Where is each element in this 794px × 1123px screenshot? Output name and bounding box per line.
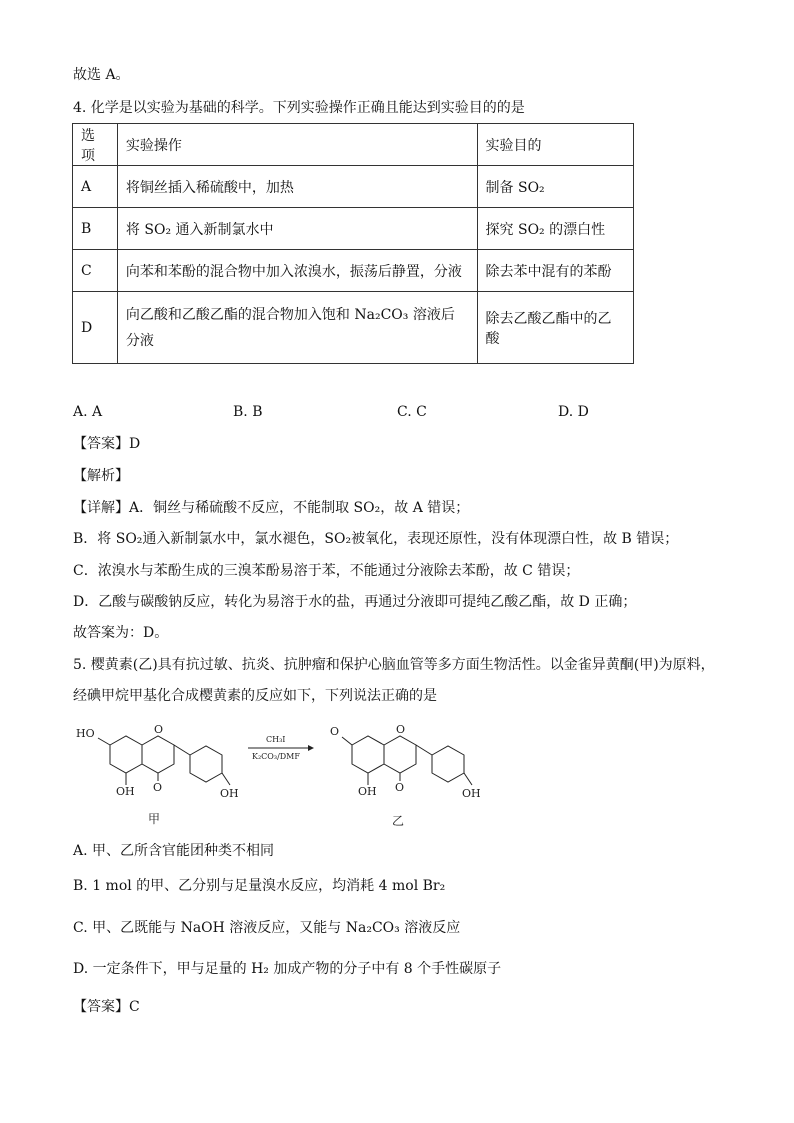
table-header-cell: 选项: [73, 124, 118, 166]
reagent-bottom: K₂CO₃/DMF: [252, 752, 300, 761]
table-row: [73, 292, 634, 364]
prunetin-structure: [342, 736, 472, 785]
q4-conclusion: 故答案为：D。: [73, 625, 169, 641]
oh-label: OH: [358, 785, 377, 798]
table-header-cell: 实验目的: [477, 124, 633, 166]
table-cell: 制备 SO₂: [477, 166, 633, 208]
table-row: [73, 166, 634, 208]
table-cell: 将 SO₂ 通入新制氯水中: [117, 208, 477, 250]
table-cell: A: [73, 166, 118, 208]
table-cell: 探究 SO₂ 的漂白性: [477, 208, 633, 250]
q4-option-b: B. B: [233, 404, 263, 420]
compound-jia-label: 甲: [148, 812, 161, 826]
ring-oxygen-label: O: [154, 723, 164, 736]
ring-oxygen-label: O: [396, 723, 406, 736]
q4-detail-a: 【详解】A．铜丝与稀硫酸不反应，不能制取 SO₂，故 A 错误；: [73, 500, 470, 516]
q5-option-d: D. 一定条件下，甲与足量的 H₂ 加成产物的分子中有 8 个手性碳原子: [73, 961, 502, 977]
table-row: [73, 208, 634, 250]
table-header-row: [73, 124, 634, 166]
q4-detail-b: B．将 SO₂通入新制氯水中，氯水褪色，SO₂被氧化，表现还原性，没有体现漂白性，故 B 错误；: [73, 531, 679, 547]
oh-label: OH: [462, 787, 481, 800]
table-cell: 除去苯中混有的苯酚: [477, 250, 633, 292]
q4-analysis: 【解析】: [73, 468, 129, 484]
table-cell: B: [73, 208, 118, 250]
q4-answer: 【答案】D: [73, 436, 141, 452]
question-5-stem-1: 5. 樱黄素(乙)具有抗过敏、抗炎、抗肿瘤和保护心脑血管等多方面生物活性。以金雀异黄酮(甲)为原料，: [73, 657, 715, 673]
table-header-cell: 实验操作: [117, 124, 477, 166]
question-4-table: [72, 123, 634, 364]
table-cell: 将铜丝插入稀硫酸中，加热: [117, 166, 477, 208]
q4-detail-d: D．乙酸与碳酸钠反应，转化为易溶于水的盐，再通过分液即可提纯乙酸乙酯，故 D 正确；: [73, 594, 637, 610]
compound-yi-label: 乙: [392, 814, 405, 828]
reagent-top: CH₃I: [266, 735, 286, 744]
carbonyl-oxygen-label: O: [395, 781, 405, 794]
genistein-structure: [98, 736, 230, 785]
reaction-scheme: [70, 715, 490, 830]
oh-label: OH: [220, 787, 239, 800]
arrow-head-icon: [308, 745, 314, 751]
oh-label: OH: [116, 785, 135, 798]
table-cell: D: [73, 292, 118, 364]
q5-option-c: C. 甲、乙既能与 NaOH 溶液反应，又能与 Na₂CO₃ 溶液反应: [73, 920, 461, 936]
question-5-stem-2: 经碘甲烷甲基化合成樱黄素的反应如下，下列说法正确的是: [73, 688, 437, 704]
q5-option-a: A. 甲、乙所含官能团种类不相同: [73, 843, 275, 859]
q4-option-d: D. D: [558, 404, 589, 420]
q4-option-a: A. A: [73, 404, 103, 420]
table-cell: 除去乙酸乙酯中的乙酸: [477, 292, 633, 364]
carbonyl-oxygen-label: O: [153, 781, 163, 794]
table-cell: 向乙酸和乙酸乙酯的混合物加入饱和 Na₂CO₃ 溶液后分液: [117, 292, 477, 364]
table-row: [73, 250, 634, 292]
q5-option-b: B. 1 mol 的甲、乙分别与足量溴水反应，均消耗 4 mol Br₂: [73, 878, 446, 894]
table-cell: 向苯和苯酚的混合物中加入浓溴水，振荡后静置，分液: [117, 250, 477, 292]
q5-answer: 【答案】C: [73, 999, 140, 1015]
prev-answer-line: 故选 A。: [73, 67, 130, 83]
question-4-stem: 4. 化学是以实验为基础的科学。下列实验操作正确且能达到实验目的的是: [73, 100, 525, 116]
q4-option-c: C. C: [397, 404, 427, 420]
table-cell: C: [73, 250, 118, 292]
q4-detail-c: C．浓溴水与苯酚生成的三溴苯酚易溶于苯，不能通过分液除去苯酚，故 C 错误；: [73, 563, 580, 579]
ho-label: HO: [76, 727, 95, 740]
methoxy-oxygen-label: O: [330, 725, 340, 738]
